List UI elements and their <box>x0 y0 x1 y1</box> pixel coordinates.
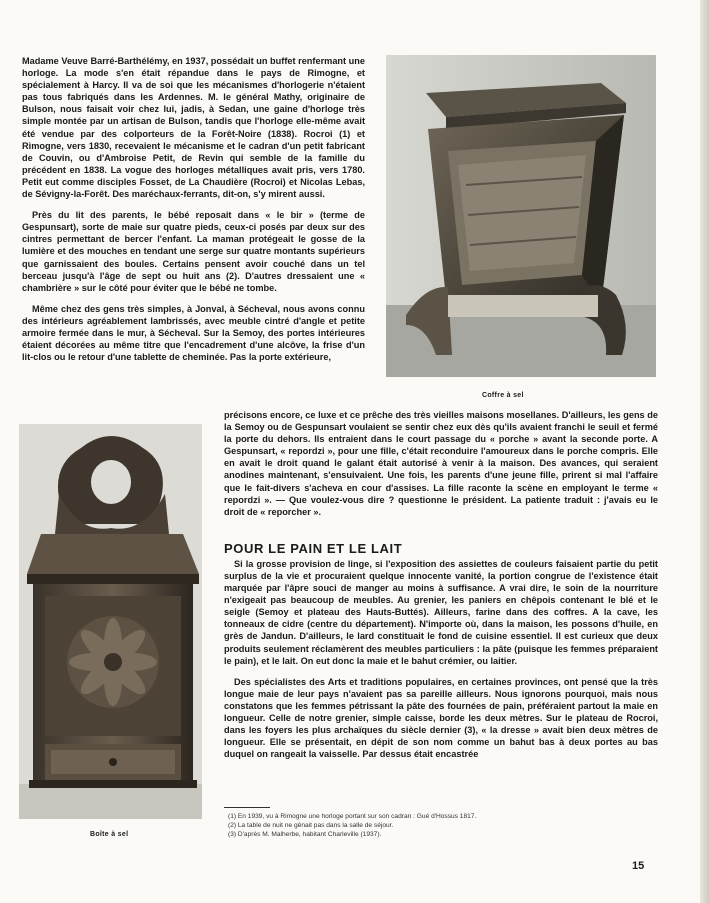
paragraph: précisons encore, ce luxe et ce prêche des très vieilles maisons mosellanes. D'ailleurs, les gens de la Semoy ou de Gespunsart voulaient se sentir chez eux dès qu'ils avaient franchi le seuil et fermé la porte du dehors. Ils entraient dans le court passage du « porche » avant la seconde porte. A Gespunsart, « repordzi », pour une fille, c'était reconduire l'amoureux dans le porche compris. Elle en avait le droit quand le galant était autorisé à venir à la maison. Des avances, qui seraient anodines maintenant, s'ensuivaient. Une fois, les parents d'une jeune fille, prirent si mal l'affaire que le fait-divers s'acheva en cour d'assises. La fille raconte la scène en employant le terme « repordzi ». — Que voulez-vous dire ? questionne le président. La patiente traduit : j'avais eu le droit de « reporcher ». <box>224 410 658 517</box>
caption-coffre: Coffre à sel <box>482 392 524 399</box>
paragraph: Près du lit des parents, le bébé reposait dans « le bir » (terme de Gespunsart), sorte de maie sur quatre pieds, ceux-ci posés par deux sur des cintres permettant de bercer l'enfant. La maman protégeait le gosse de la lumière et des mouches en tendant une serge sur quatre montants supérieurs que garnissaient des boules. Certains pensent avoir couché dans un tel berceau jusqu'à l'âge de sept ou huit ans (2). D'autres dressaient une « chambrière » sur le côté pour éviter que le bébé ne tombe. <box>22 210 365 293</box>
paragraph: Madame Veuve Barré-Barthélémy, en 1937, possédait un buffet renfermant une horloge. La mode s'en était répandue dans le pays de Rimogne, et spécialement à Harcy. Il va de soi que les mécanismes d'horlogerie n'étaient pas tous fabriqués dans les Ardennes. M. le général Mathy, originaire de Bulson, nous faisait voir chez lui, jadis, à Sedan, une gaine d'horloge très simple montée par un artisan de Bulson, tandis que l'horloge elle-même avait été vendue par des colporteurs de la Forêt-Noire (1838). Rocroi (1) et Rimogne, vers 1830, recevaient le mécanisme et le cadran d'un petit fabricant de Couvin, ou d'Ambroise Petit, de Revin qui semble de la famille du précédent en 1838. La vogue des horloges métalliques avait pris, vers 1780. Petit eut comme disciples Fosset, de La Chaudière (Rocroi) et Nicolas Lebas, de Sévigny-la-Forêt. Des maréchaux-ferrants, dit-on, s'y mirent aussi. <box>22 56 365 200</box>
footnote: (3) D'après M. Malherbe, habitant Charleville (1937). <box>228 831 382 838</box>
footnote: (2) La table de nuit ne gênait pas dans la salle de séjour. <box>228 822 394 829</box>
footnotes <box>228 812 476 839</box>
paragraph: Si la grosse provision de linge, si l'exposition des assiettes de couleurs faisaient partie du petit surplus de la vie et procuraient quelque innocente vanité, la portion congrue de l'existence était marquée par l'âpre souci de manger au moins à suffisance. A vrai dire, le soin de la nourriture n'exigeait pas beaucoup de meubles. Au grenier, les paniers en chêpois contenant le blé et le seigle (Semoy et plateau des Hauts-Buttés). Ailleurs, farine dans des coffres. A la cave, les tonneaux de cidre (centre du département). N'importe où, dans la maison, les possons d'huile, en grès de Jandun. D'ailleurs, le lard constituait le fond de cuisine essentiel. Il est curieux que deux produits seulement réclamèrent des meubles particuliers : la pâte (puisque les femmes préparaient le pain), et le lait. On eut donc la maie et le bahut crémier, ou laitier. <box>224 558 658 666</box>
main-text-column <box>224 409 658 769</box>
photo-coffre-a-sel <box>386 55 656 377</box>
paragraph: Même chez des gens très simples, à Jonval, à Sécheval, nous avons connu des intérieurs agréablement lambrissés, avec meuble cintré d'angle et petite armoire fermée dans le mur, à Sécheval. Sur la Semoy, des portes intérieures étaient décorées au même titre que l'encadrement d'une alcôve, la frise d'un lit-clos ou le retour d'une tablette de cheminée. Pas la porte extérieure, <box>22 303 365 363</box>
page-number: 15 <box>632 860 645 872</box>
caption-boite: Boîte à sel <box>90 831 129 838</box>
top-text-column <box>22 55 365 372</box>
paragraph: Des spécialistes des Arts et traditions populaires, en certaines provinces, ont pensé que la très longue maie de leur pays n'avaient pas sa pareille ailleurs. Nous ignorons pourquoi, mais nous constatons que les femmes pétrissant la pâte des fournées de pain, préféraient partout la maie en longueur. Celle de notre grenier, simple caisse, borde les deux mètres. Sur le plateau de Rocroi, dans les foyers les plus archaïques du siècle dernier (3), « la dresse » avait bien deux mètres de longueur. Elle se présentait, en dépit de son nom comme un bahut bas à deux portes au bas duquel on rangeait la vaisselle. Par dessus était encastrée <box>224 676 658 760</box>
footnote: (1) En 1939, vu à Rimogne une horloge portant sur son cadran : Gué d'Hossus 1817. <box>228 813 477 820</box>
page-edge-shadow <box>700 0 709 903</box>
footnote-divider <box>224 807 270 808</box>
photo-boite-a-sel <box>19 424 202 819</box>
section-heading: POUR LE PAIN ET LE LAIT <box>224 541 403 556</box>
